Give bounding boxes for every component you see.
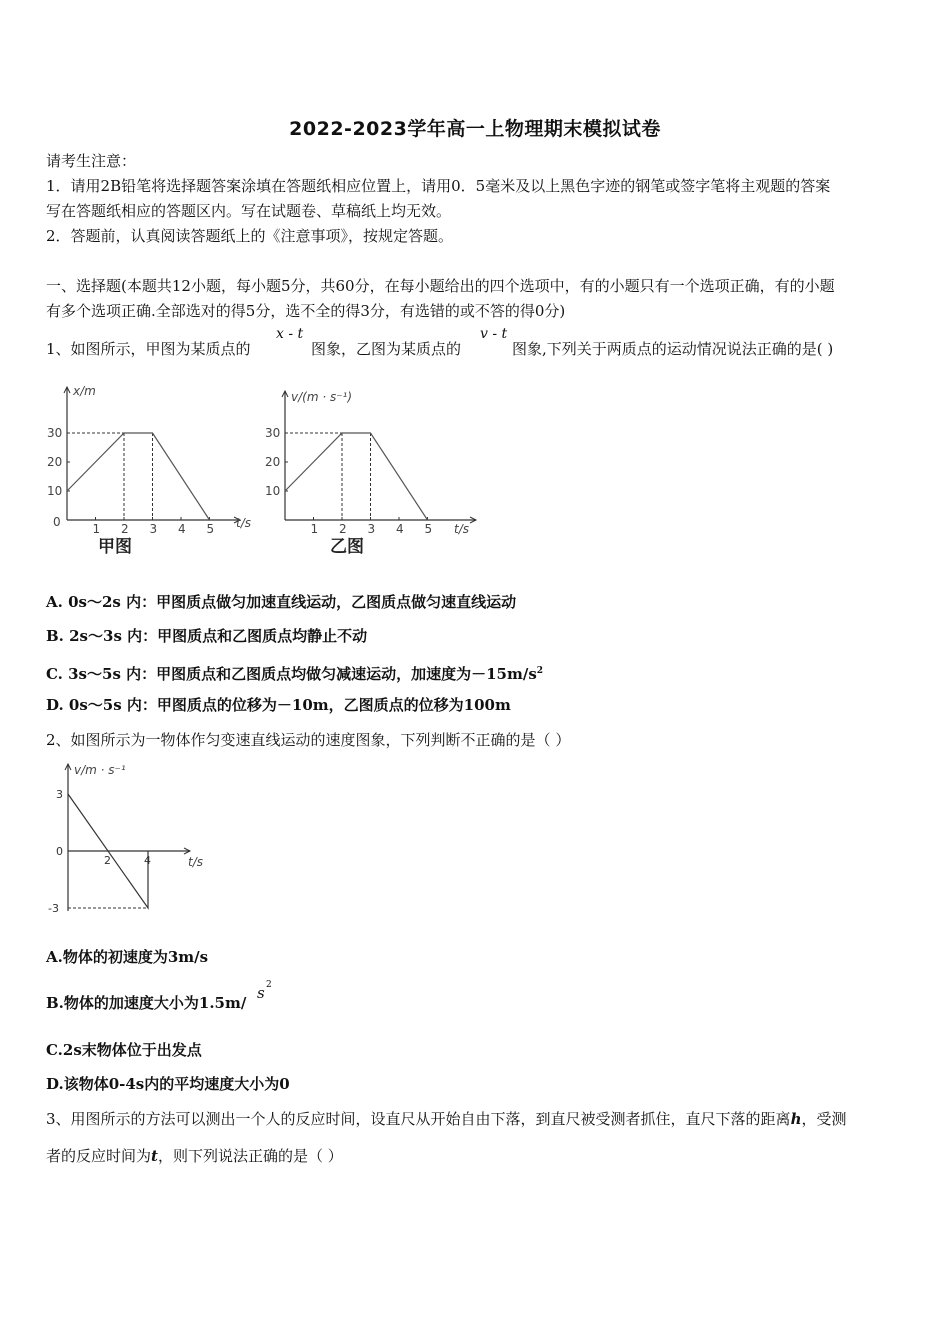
chart-title: 甲图	[98, 537, 132, 557]
q2-option-c: C.2s末物体位于出发点	[46, 1041, 202, 1059]
x-tick-label: 5	[424, 522, 433, 536]
x-tick-label: 5	[206, 522, 215, 536]
x-tick-label: 2	[104, 854, 111, 867]
series-line	[67, 433, 210, 520]
q1-stem-part2: 图象，乙图为某质点的	[311, 340, 462, 358]
y-tick-label: -3	[48, 902, 59, 915]
q2-option-b-sup: 2	[266, 980, 272, 990]
q2-option-a: A.物体的初速度为3m/s	[46, 948, 209, 966]
series-line	[285, 433, 428, 520]
q1-option-c: C. 3s～5s 内：甲图质点和乙图质点均做匀减速运动，加速度为$-15m/s^2$	[46, 665, 544, 683]
q1-option-b: B. 2s～3s 内：甲图质点和乙图质点均静止不动	[46, 627, 368, 645]
x-axis-label: t/s	[454, 522, 469, 536]
notice-item-1-cont: 写在答题纸相应的答题区内。写在试题卷、草稿纸上均无效。	[46, 202, 452, 220]
chart-yi	[265, 390, 476, 557]
y-axis-label: x/m	[73, 384, 96, 398]
q3-stem-line2: 者的反应时间为t，则下列说法正确的是（ ）	[46, 1147, 343, 1165]
y-tick-label: 3	[56, 788, 63, 801]
x-tick-label: 2	[339, 522, 347, 536]
q1-symbol-vt: v - t	[480, 326, 508, 342]
x-tick-label: 3	[149, 522, 158, 536]
y-tick-label: 10	[265, 484, 281, 498]
q1-stem-part1: 1、如图所示，甲图为某质点的	[46, 340, 251, 358]
q2-option-b: B.物体的加速度大小为1.5m/	[46, 994, 247, 1012]
y-axis-label: v/m · s⁻¹	[74, 763, 126, 777]
q2-option-b-unit: s	[257, 984, 265, 1002]
y-tick-label: 30	[47, 426, 63, 440]
notice-item-1: 1．请用2B铅笔将选择题答案涂填在答题纸相应位置上，请用0．5毫米及以上黑色字迹的钢笔或签字笔将主观题的答案	[46, 177, 831, 195]
y-axis-label: v/(m · s⁻¹)	[291, 390, 353, 404]
x-tick-label: 3	[367, 522, 376, 536]
y-tick-label: 20	[265, 455, 281, 469]
x-tick-label: 4	[144, 854, 151, 867]
x-tick-label: 4	[396, 522, 404, 536]
q1-stem-part3: 图象,下列关于两质点的运动情况说法正确的是( )	[512, 340, 834, 358]
q2-figure	[40, 756, 230, 926]
chart-jia	[47, 384, 251, 557]
q1-option-a: A. 0s～2s 内：甲图质点做匀加速直线运动，乙图质点做匀速直线运动	[46, 593, 517, 611]
q1-figures	[40, 375, 500, 565]
section-heading: 一、选择题(本题共12小题，每小题5分，共60分，在每小题给出的四个选项中，有的小题只有一个选项正确，有的小题	[46, 277, 835, 295]
x-tick-label: 4	[178, 522, 186, 536]
q1-option-d: D. 0s～5s 内：甲图质点的位移为－10m，乙图质点的位移为100m	[46, 696, 511, 714]
q2-option-d: D.该物体0-4s内的平均速度大小为0	[46, 1075, 290, 1093]
q1-symbol-xt: x - t	[276, 326, 304, 342]
q2-stem: 2、如图所示为一物体作匀变速直线运动的速度图象，下列判断不正确的是（ ）	[46, 731, 571, 749]
x-axis-label: t/s	[188, 855, 203, 869]
notice-item-2: 2．答题前，认真阅读答题纸上的《注意事项》，按规定答题。	[46, 227, 454, 245]
x-tick-label: 1	[92, 522, 101, 536]
x-axis-label: t/s	[236, 516, 251, 530]
y-tick-label: 0	[56, 845, 63, 858]
section-heading-cont: 有多个选项正确.全部选对的得5分，选不全的得3分，有选错的或不答的得0分)	[46, 302, 566, 320]
x-tick-label: 2	[121, 522, 129, 536]
page-title: 2022-2023学年高一上物理期末模拟试卷	[289, 118, 661, 140]
y-tick-label: 20	[47, 455, 63, 469]
notice-heading: 请考生注意：	[46, 152, 137, 170]
y-tick-label: 10	[47, 484, 63, 498]
y-tick-label: 30	[265, 426, 281, 440]
chart-title: 乙图	[330, 537, 364, 557]
x-tick-label: 1	[310, 522, 319, 536]
q3-stem-line1: 3、用图所示的方法可以测出一个人的反应时间，设直尺从开始自由下落，到直尺被受测者抓住，直尺下落的距离h，受测	[46, 1110, 847, 1128]
chart-q2	[48, 763, 203, 915]
x-tick-label: 0	[53, 515, 61, 529]
